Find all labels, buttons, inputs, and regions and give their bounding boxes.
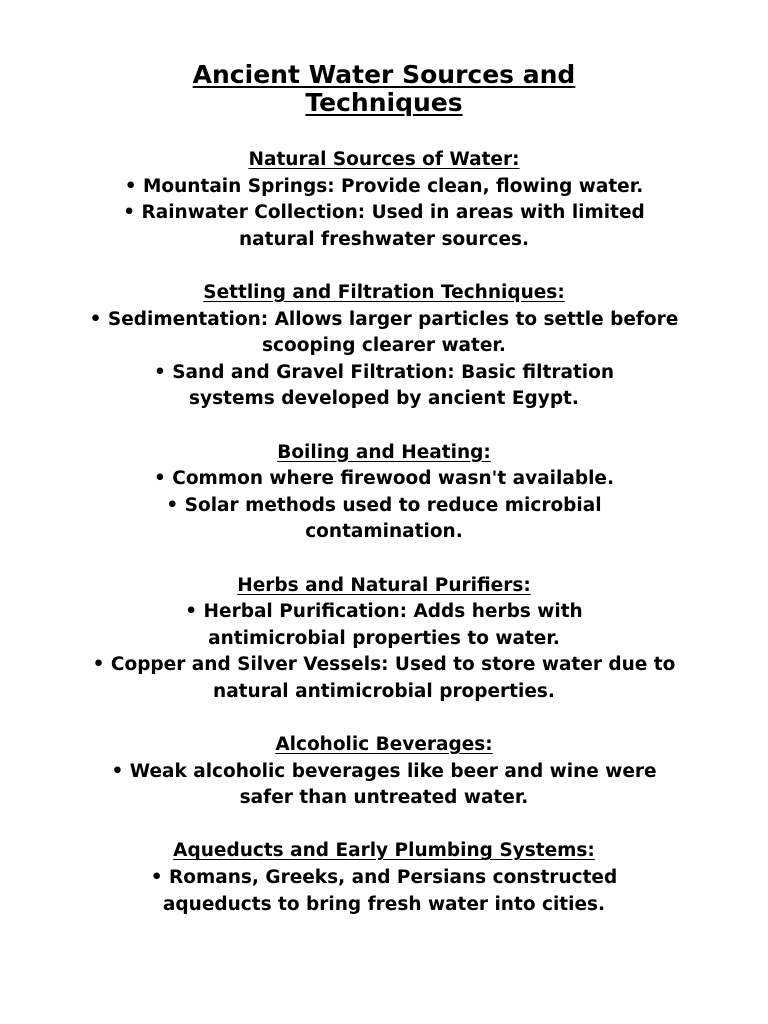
bullet-item: • Copper and Silver Vessels: Used to store water due to natural antimicrobial properties. <box>92 654 676 702</box>
section-herbs-purifiers <box>0 573 768 706</box>
bullet-item: • Weak alcoholic beverages like beer and wine were safer than untreated water. <box>111 760 657 809</box>
bullet-item: • Sedimentation: Allows larger particles to settle before scooping clearer water. <box>89 308 679 357</box>
section-heading: Herbs and Natural Purifiers: <box>237 574 531 596</box>
section-heading: Boiling and Heating: <box>277 441 491 463</box>
section-heading: Natural Sources of Water: <box>248 149 520 170</box>
section-alcoholic-beverages <box>0 732 768 812</box>
bullet-item: • Rainwater Collection: Used in areas with limited natural freshwater sources. <box>123 202 645 250</box>
document-body <box>0 147 768 918</box>
bullet-item: • Common where firewood wasn't available. <box>154 468 614 490</box>
document-title: Ancient Water Sources and Techniques <box>192 60 576 117</box>
bullet-item: • Sand and Gravel Filtration: Basic filtration systems developed by ancient Egypt. <box>153 361 615 410</box>
bullet-item: • Mountain Springs: Provide clean, flowing water. <box>124 175 644 197</box>
section-heading: Settling and Filtration Techniques: <box>203 281 565 303</box>
bullet-item: • Romans, Greeks, and Persians constructed aqueducts to bring fresh water into cities. <box>150 867 618 915</box>
bullet-item: • Solar methods used to reduce microbial contamination. <box>166 494 602 543</box>
section-natural-sources <box>0 147 768 253</box>
section-heading: Alcoholic Beverages: <box>275 734 493 756</box>
section-boiling-heating <box>0 440 768 546</box>
section-heading: Aqueducts and Early Plumbing Systems: <box>173 840 595 862</box>
section-aqueducts-plumbing <box>0 838 768 918</box>
bullet-item: • Herbal Purification: Adds herbs with antimicrobial properties to water. <box>185 601 583 649</box>
section-settling-filtration <box>0 280 768 413</box>
